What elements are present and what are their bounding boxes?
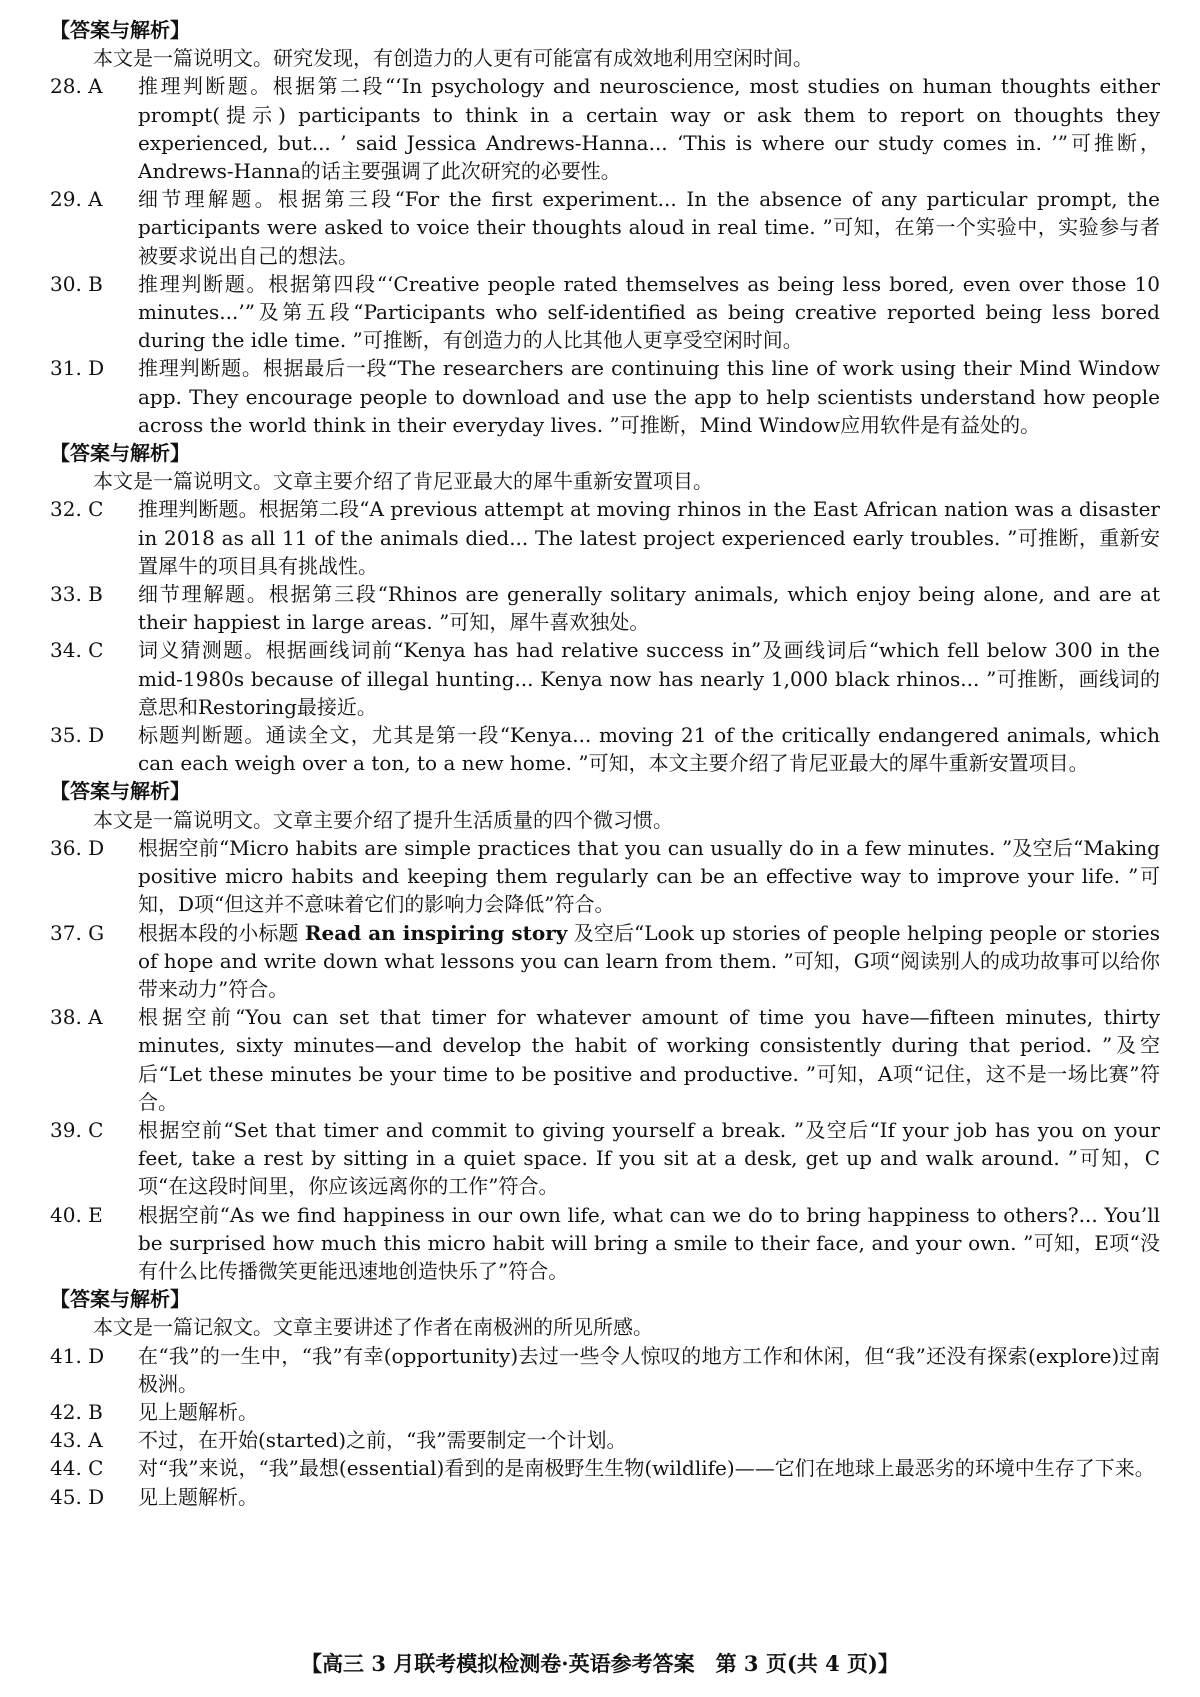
item-number: 36. D: [50, 835, 105, 860]
item-text: 见上题解析。: [138, 1399, 258, 1424]
answer-section-1: [50, 16, 1160, 439]
section-heading: 【答案与解析】: [50, 1287, 190, 1312]
item-text-prefix: 根据本段的小标题: [138, 920, 305, 945]
item-number: 38. A: [50, 1005, 103, 1030]
item-text: 不过，在开始(started)之前，“我”需要制定一个计划。: [138, 1428, 627, 1453]
answer-section-4: [50, 1285, 1160, 1511]
item-number: 31. D: [50, 356, 105, 381]
answer-item-44: [50, 1454, 1160, 1482]
item-text: 根据空前“Set that timer and commit to giving yourself a break. ”及空后“If your job has you on your feet, take a rest by sitting in a quiet space. If you sit at a desk, get up and walk around. ”可知，C项“在这段时间里，你应该远离你的工作”符合。: [138, 1117, 1160, 1199]
item-text: 标题判断题。通读全文，尤其是第一段“Kenya... moving 21 of the critically endangered animals, which can each weigh over a ton, to a new home. ”可知，本文主要介绍了肯尼亚最大的犀牛重新安置项目。: [138, 723, 1160, 776]
item-number: 42. B: [50, 1399, 103, 1424]
answer-item-35: [50, 721, 1160, 777]
item-number: 45. D: [50, 1484, 105, 1509]
item-text: 根据空前“Micro habits are simple practices that you can usually do in a few minutes. ”及空后“Making positive micro habits and keeping them regularly can be an effective way to improve your life. ”可知，D项“但这并不意味着它们的影响力会降低”符合。: [138, 835, 1160, 917]
item-number: 37. G: [50, 920, 105, 945]
answer-item-34: [50, 636, 1160, 721]
item-text: 推理判断题。根据第二段“‘In psychology and neuroscience, most studies on human thoughts either prompt(提示) participants to think in a certain way or ask them to report on thoughts they experienced, but... ’ said Jessica Andrews-Hanna... ‘This is where our study comes in. ’”可推断，Andrews-Hanna的话主要强调了此次研究的必要性。: [138, 74, 1160, 184]
answer-page: [50, 16, 1160, 1511]
item-text: 细节理解题。根据第三段“Rhinos are generally solitary animals, which enjoy being alone, and are at their happiest in large areas. ”可知，犀牛喜欢独处。: [138, 582, 1160, 635]
answer-item-30: [50, 270, 1160, 355]
item-text: 推理判断题。根据第四段“‘Creative people rated themselves as being less bored, even over those 10 minutes...’”及第五段“Participants who self-identified as being creative reported being less bored during the idle time. ”可推断，有创造力的人比其他人更享受空闲时间。: [138, 271, 1160, 353]
item-number: 43. A: [50, 1428, 103, 1453]
item-number: 29. A: [50, 187, 103, 212]
answer-item-38: [50, 1003, 1160, 1116]
item-number: 28. A: [50, 74, 103, 99]
item-number: 41. D: [50, 1343, 105, 1368]
section-intro: 本文是一篇记叙文。文章主要讲述了作者在南极洲的所见所感。: [93, 1315, 653, 1340]
item-text: 词义猜测题。根据画线词前“Kenya has had relative success in”及画线词后“which fell below 300 in the mid-1980s because of illegal hunting... Kenya now has nearly 1,000 black rhinos... ”可推断，画线词的意思和Restoring最接近。: [138, 638, 1160, 719]
answer-item-33: [50, 580, 1160, 636]
item-text: 在“我”的一生中，“我”有幸(opportunity)去过一些令人惊叹的地方工作和休闲，但“我”还没有探索(explore)过南极洲。: [138, 1343, 1160, 1396]
answer-item-43: [50, 1426, 1160, 1454]
item-text: 推理判断题。根据第二段“A previous attempt at moving rhinos in the East African nation was a disaster in 2018 as all 11 of the animals died... The latest project experienced early troubles. ”可推断，重新安置犀牛的项目具有挑战性。: [138, 497, 1160, 578]
section-intro: 本文是一篇说明文。研究发现，有创造力的人更有可能富有成效地利用空闲时间。: [93, 46, 813, 71]
item-number: 33. B: [50, 582, 103, 607]
section-intro: 本文是一篇说明文。文章主要介绍了提升生活质量的四个微习惯。: [93, 807, 673, 832]
section-heading: 【答案与解析】: [50, 18, 190, 42]
item-text: 推理判断题。根据最后一段“The researchers are continuing this line of work using their Mind Window app. They encourage people to download and use the app to help scientists understand how people across the world think in their everyday lives. ”可推断，Mind Window应用软件是有益处的。: [138, 356, 1160, 437]
item-number: 32. C: [50, 497, 104, 522]
answer-item-40: [50, 1201, 1160, 1286]
answer-section-3: [50, 777, 1160, 1285]
answer-item-37: [50, 919, 1160, 1004]
answer-item-31: [50, 354, 1160, 439]
answer-item-36: [50, 834, 1160, 919]
item-number: 30. B: [50, 271, 103, 296]
item-number: 34. C: [50, 638, 104, 663]
item-text: 根据空前“You can set that timer for whatever amount of time you have—fifteen minutes, thirty minutes, sixty minutes—and develop the habit of working consistently during that period. ”及空后“Let these minutes be your time to be positive and productive. ”可知，A项“记住，这不是一场比赛”符合。: [138, 1005, 1160, 1114]
answer-item-42: [50, 1398, 1160, 1426]
subheading-reference: Read an inspiring story: [304, 920, 568, 945]
item-text: 及空后“Look up stories of people helping people or stories of hope and write down what lessons you can learn from them. ”可知，G项“阅读别人的成功故事可以给你带来动力”符合。: [138, 920, 1160, 1001]
item-text: 根据空前“As we find happiness in our own life, what can we do to bring happiness to others?... You’ll be surprised how much this micro habit will bring a smile to their face, and your own. ”可知，E项“没有什么比传播微笑更能迅速地创造快乐了”符合。: [138, 1202, 1160, 1283]
answer-item-32: [50, 495, 1160, 580]
section-intro: 本文是一篇说明文。文章主要介绍了肯尼亚最大的犀牛重新安置项目。: [93, 469, 713, 494]
item-text: 对“我”来说，“我”最想(essential)看到的是南极野生生物(wildlife)——它们在地球上最恶劣的环境中生存了下来。: [138, 1456, 1155, 1481]
item-number: 39. C: [50, 1117, 104, 1142]
item-number: 44. C: [50, 1456, 104, 1481]
item-number: 40. E: [50, 1202, 103, 1227]
answer-item-28: [50, 72, 1160, 185]
answer-item-29: [50, 185, 1160, 270]
answer-item-41: [50, 1342, 1160, 1398]
section-heading: 【答案与解析】: [50, 779, 190, 804]
item-text: 见上题解析。: [138, 1484, 258, 1509]
answer-item-45: [50, 1483, 1160, 1511]
item-text: 细节理解题。根据第三段“For the first experiment... In the absence of any particular prompt, the participants were asked to voice their thoughts aloud in real time. ”可知，在第一个实验中，实验参与者被要求说出自己的想法。: [138, 187, 1160, 268]
section-heading: 【答案与解析】: [50, 441, 190, 466]
item-number: 35. D: [50, 723, 105, 748]
page-footer: 【高三 3 月联考模拟检测卷·英语参考答案 第 3 页(共 4 页)】: [301, 1651, 899, 1676]
answer-section-2: [50, 439, 1160, 777]
answer-item-39: [50, 1116, 1160, 1201]
